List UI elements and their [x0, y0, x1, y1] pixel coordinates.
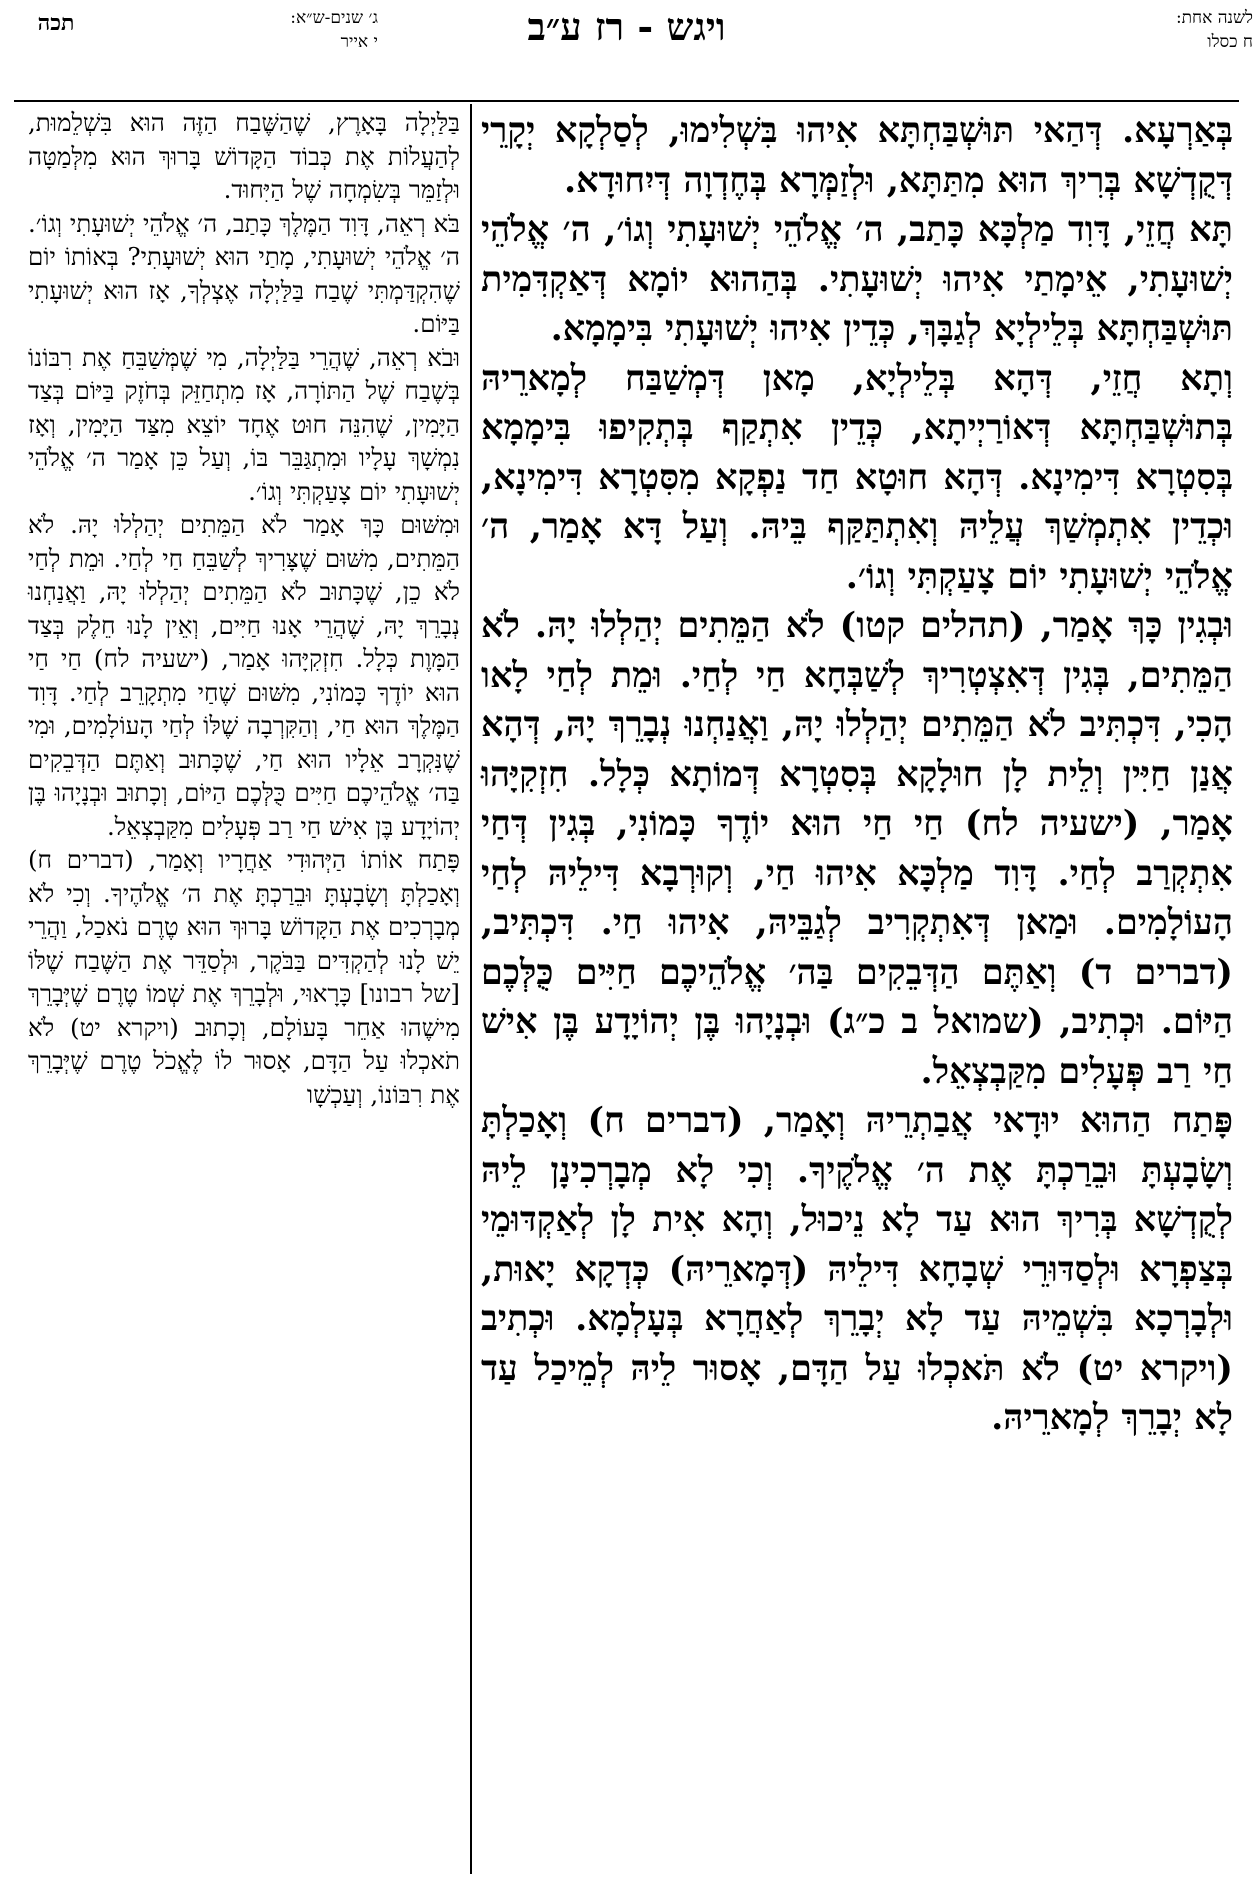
aramaic-paragraph: בְּאַרְעָא. דְּהַאי תּוּשְׁבַּחְתָּא אִיהוּ בִּשְׁלִימוּ, לְסַלְקָא יְקָרֵי דְּקֻדְשָׁא בְּרִיךְ הוּא מִתַּתָּא, וּלְזַמְּרָא בְּחֶדְוָה דְּיִחוּדָא. — [481, 110, 1233, 201]
aramaic-paragraph: וְתָא חֲזֵי, דְּהָא בְּלֵילְיָא, מָאן דְּמְשַׁבַּח לְמָארֵיהּ בְּתוּשְׁבַּחְתָּא דְּאוֹרַיְיתָא, כְּדֵין אִתְקַף בְּתְקִיפוּ בִּימָמָא בְּסִטְרָא דִּימִינָא. דְּהָא חוּטָא חַד נַפְקָא מִסִּטְרָא דִּימִינָא, וּכְדֵין אִתְמְשַׁךְ עֲלֵיהּ וְאִתְתַּקַּף בֵּיהּ. וְעַל דָּא אָמַר, ה׳ אֱלֹהֵי יְשׁוּעָתִי יוֹם צָעַקְתִּי וְגוֹ׳. — [481, 357, 1233, 597]
translation-paragraph: וּבֹא רְאֵה, שֶׁהֲרֵי בַּלַּיְלָה, מִי שֶׁמְּשַׁבֵּחַ אֶת רִבּוֹנוֹ בְּשֶׁבַח שֶׁל הַתּוֹרָה, אָז מִתְחַזֵּק בְּחֹזֶק בַּיּוֹם בְּצַד הַיָּמִין, שֶׁהִנֵּה חוּט אֶחָד יוֹצֵא מִצַּד הַיָּמִין, וְאָז נִמְשָׁךְ עָלָיו וּמִתְגַּבֵּר בּוֹ, וְעַל כֵּן אָמַר ה׳ אֱלֹהֵי יְשׁוּעָתִי יוֹם צָעַקְתִּי וְגוֹ׳. — [28, 342, 460, 506]
page-title: ויגש - רז ע״ב — [527, 4, 726, 49]
schedule-one-year-date: ח כסלו — [1207, 32, 1253, 52]
column-divider — [470, 104, 472, 1874]
schedule-one-year-label: לשנה אחת: — [1175, 8, 1253, 28]
header-left-schedule — [198, 6, 378, 54]
translation-paragraph: וּמִשּׁוּם כָּךְ אָמַר לֹא הַמֵּתִים יְהַלְלוּ יָהּ. לֹא הַמֵּתִים, מִשּׁוּם שֶׁצָּרִיךְ לְשַׁבֵּחַ חַי לְחַי. וּמֵת לְחַי לֹא כֵן, שֶׁכָּתוּב לֹא הַמֵּתִים יְהַלְלוּ יָהּ, וַאֲנַחְנוּ נְבָרֵךְ יָהּ, שֶׁהֲרֵי אָנוּ חַיִּים, וְאֵין לָנוּ חֵלֶק בְּצַד הַמָּוֶת כְּלָל. חִזְקִיָּהוּ אָמַר, (ישעיה לח) חַי חַי הוּא יוֹדֶךָ כָּמוֹנִי, מִשּׁוּם שֶׁחַי מִתְקָרֵב לְחַי. דָּוִד הַמֶּלֶךְ הוּא חַי, וְהַקִּרְבָה שֶׁלּוֹ לְחַי הָעוֹלָמִים, וּמִי שֶׁנִּקְרָב אֵלָיו הוּא חַי, שֶׁכָּתוּב וְאַתֶּם הַדְּבֵקִים בַּה׳ אֱלֹהֵיכֶם חַיִּים כֻּלְּכֶם הַיּוֹם, וְכָתוּב וּבְנָיָהוּ בֶּן יְהוֹיָדָע בֶּן אִישׁ חַי רַב פְּעָלִים מִקַּבְצְאֵל. — [28, 510, 460, 841]
aramaic-paragraph: תָּא חֲזֵי, דָּוִד מַלְכָּא כָּתַב, ה׳ אֱלֹהֵי יְשׁוּעָתִי וְגוֹ׳, ה׳ אֱלֹהֵי יְשׁוּעָתִי, אֵימָתַי אִיהוּ יְשׁוּעָתִי. בְּהַהוּא יוֹמָא דְּאַקְדִּמִית תּוּשְׁבַּחְתָּא בְּלֵילְיָא לְגַבָּךְ, כְּדֵין אִיהוּ יְשׁוּעָתִי בִּימָמָא. — [481, 209, 1233, 349]
schedule-three-years-date: י אייר — [340, 32, 378, 52]
translation-paragraph: בַּלַּיְלָה בָּאָרֶץ, שֶׁהַשֶּׁבַח הַזֶּה הוּא בִּשְׁלֵמוּת, לְהַעֲלוֹת אֶת כְּבוֹד הַקָּדוֹשׁ בָּרוּךְ הוּא מִלְּמַטָּה וּלְזַמֵּר בְּשִׂמְחָה שֶׁל הַיִּחוּד. — [28, 108, 460, 204]
aramaic-paragraph: פָּתַח הַהוּא יוּדָאי אֲבַתְרֵיהּ וְאָמַר, (דברים ח) וְאָכַלְתָּ וְשָׂבָעְתָּ וּבֵרַכְתָּ אֶת ה׳ אֱלֹקֶיךָ. וְכִי לָא מְבָרְכִינָן לֵיהּ לְקֻדְשָׁא בְּרִיךְ הוּא עַד לָא נֵיכוּל, וְהָא אִית לָן לְאַקְדּוּמֵי בְּצַפְרָא וּלְסַדּוּרֵי שְׁבָחָא דִּילֵיהּ (דְּמָארֵיהּ) כְּדְקָא יָאוּת, וּלְבָרְכָא בִּשְׁמֵיהּ עַד לָא יְבָרֵךְ לְאַחֲרָא בְּעָלְמָא. וּכְתִיב (ויקרא יט) לֹא תֹּאכְלוּ עַל הַדָּם, אָסוּר לֵיהּ לְמֵיכַל עַד לָא יְבָרֵךְ לְמָארֵיהּ. — [481, 1100, 1233, 1438]
hebrew-translation-column — [28, 106, 460, 1111]
translation-paragraph: פָּתַח אוֹתוֹ הַיְּהוּדִי אַחֲרָיו וְאָמַר, (דברים ח) וְאָכַלְתָּ וְשָׂבָעְתָּ וּבֵרַכְתָּ אֶת ה׳ אֱלֹהֶיךָ. וְכִי לֹא מְבָרְכִים אֶת הַקָּדוֹשׁ בָּרוּךְ הוּא טֶרֶם נֹאכַל, וַהֲרֵי יֵשׁ לָנוּ לְהַקְדִּים בַּבֹּקֶר, וּלְסַדֵּר אֶת הַשֶּׁבַח שֶׁלּוֹ [של רבונו] כָּרָאוּי, וּלְבָרֵךְ אֶת שְׁמוֹ טֶרֶם שֶׁיְּבָרֵךְ מִישֶׁהוּ אַחֵר בָּעוֹלָם, וְכָתוּב (ויקרא יט) לֹא תֹאכְלוּ עַל הַדָּם, אָסוּר לוֹ לֶאֱכֹל טֶרֶם שֶׁיְּבָרֵךְ אֶת רִבּוֹנוֹ, וְעַכְשָׁו — [28, 845, 460, 1109]
schedule-three-years-label: ג׳ שנים-ש״א: — [290, 8, 378, 28]
translation-paragraph: בֹּא רְאֵה, דָּוִד הַמֶּלֶךְ כָּתַב, ה׳ אֱלֹהֵי יְשׁוּעָתִי וְגוֹ׳. ה׳ אֱלֹהֵי יְשׁוּעָתִי, מָתַי הוּא יְשׁוּעָתִי? בְּאוֹתוֹ יוֹם שֶׁהִקְדַּמְתִּי שֶׁבַח בַּלַּיְלָה אֶצְלְךָ, אָז הוּא יְשׁוּעָתִי בַּיּוֹם. — [28, 208, 460, 338]
header-rule — [14, 100, 1239, 102]
aramaic-column — [481, 106, 1233, 1443]
aramaic-paragraph: וּבְגִין כָּךְ אָמַר, (תהלים קטו) לֹא הַמֵּתִים יְהַלְלוּ יָהּ. לֹא הַמֵּתִים, בְּגִין דְּאִצְטְרִיךְ לְשַׁבְּחָא חַי לְחַי. וּמֵת לְחַי לָאו הָכִי, דִּכְתִּיב לֹא הַמֵּתִים יְהַלְלוּ יָהּ, וַאֲנַחְנוּ נְבָרֵךְ יָהּ, דְּהָא אֲנַן חַיִּין וְלֵית לָן חוּלָקָא בְּסִטְרָא דְּמוֹתָא כְּלָל. חִזְקִיָּהוּ אָמַר, (ישעיה לח) חַי חַי הוּא יוֹדֶךָ כָּמוֹנִי, בְּגִין דְּחַי אִתְקְרַב לְחַי. דָּוִד מַלְכָּא אִיהוּ חַי, וְקוּרְבָא דִּילֵיהּ לְחַי הָעוֹלָמִים. וּמַאן דְּאִתְקְרִיב לְגַבֵּיהּ, אִיהוּ חַי. דִּכְתִּיב, (דברים ד) וְאַתֶּם הַדְּבֵקִים בַּה׳ אֱלֹהֵיכֶם חַיִּים כֻּלְּכֶם הַיּוֹם. וּכְתִיב, (שמואל ב כ״ג) וּבְנָיָהוּ בֶּן יְהוֹיָדָע בֶּן אִישׁ חַי רַב פְּעָלִים מִקַּבְצְאֵל. — [481, 605, 1233, 1092]
page-number: תכה — [37, 10, 75, 36]
